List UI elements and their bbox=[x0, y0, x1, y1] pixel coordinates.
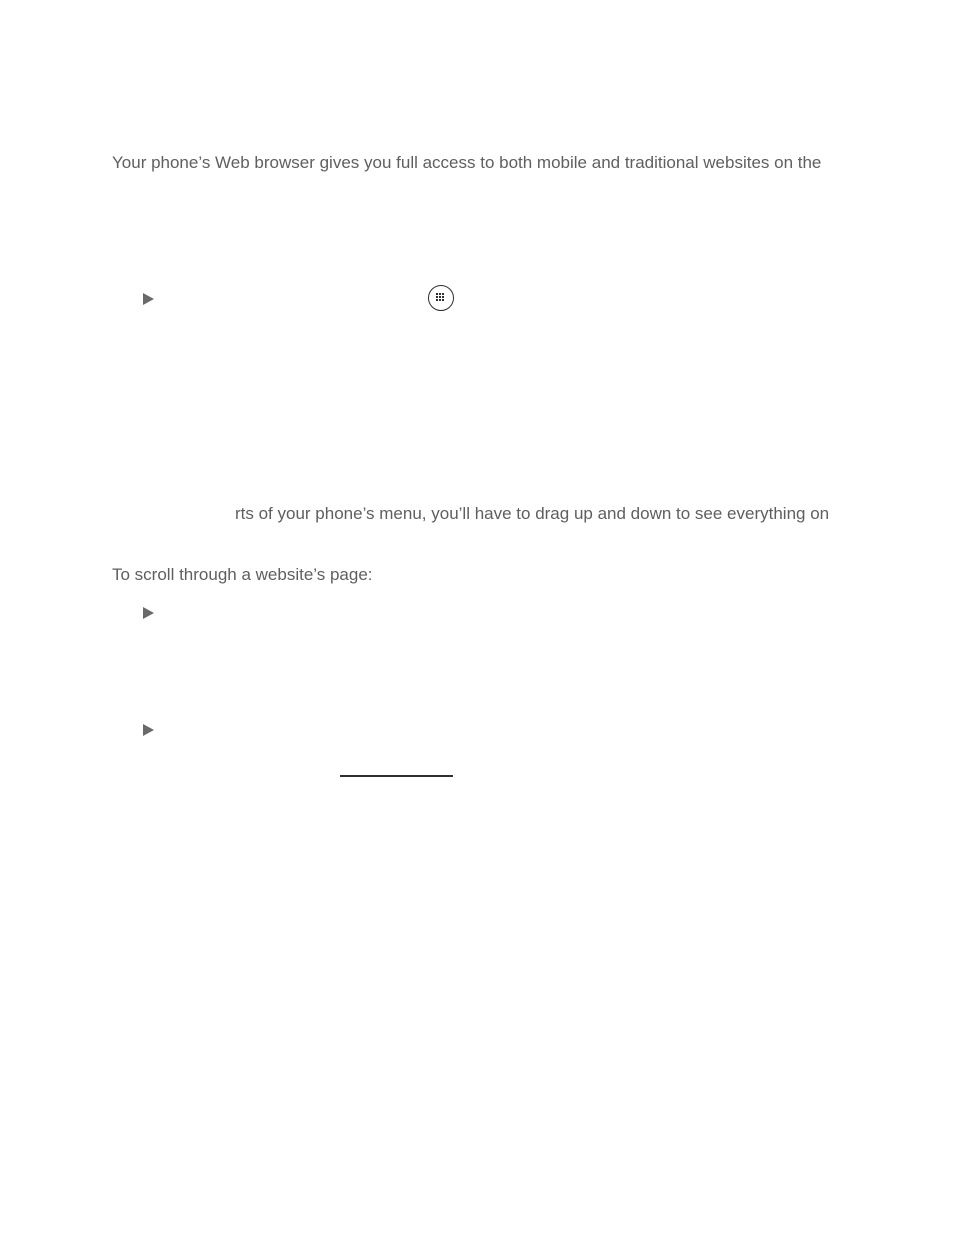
menu-text-fragment: rts of your phone’s menu, you’ll have to drag up and down to see everything on bbox=[235, 504, 830, 523]
triangle-right-bullet-icon bbox=[143, 293, 154, 305]
apps-grid-icon bbox=[428, 285, 454, 311]
triangle-right-bullet-icon bbox=[143, 607, 154, 619]
triangle-right-bullet-icon bbox=[143, 724, 154, 736]
horizontal-divider bbox=[340, 775, 453, 777]
intro-paragraph: Your phone’s Web browser gives you full access to both mobile and traditional websites on the bbox=[112, 153, 822, 172]
scroll-heading: To scroll through a website’s page: bbox=[112, 565, 373, 584]
